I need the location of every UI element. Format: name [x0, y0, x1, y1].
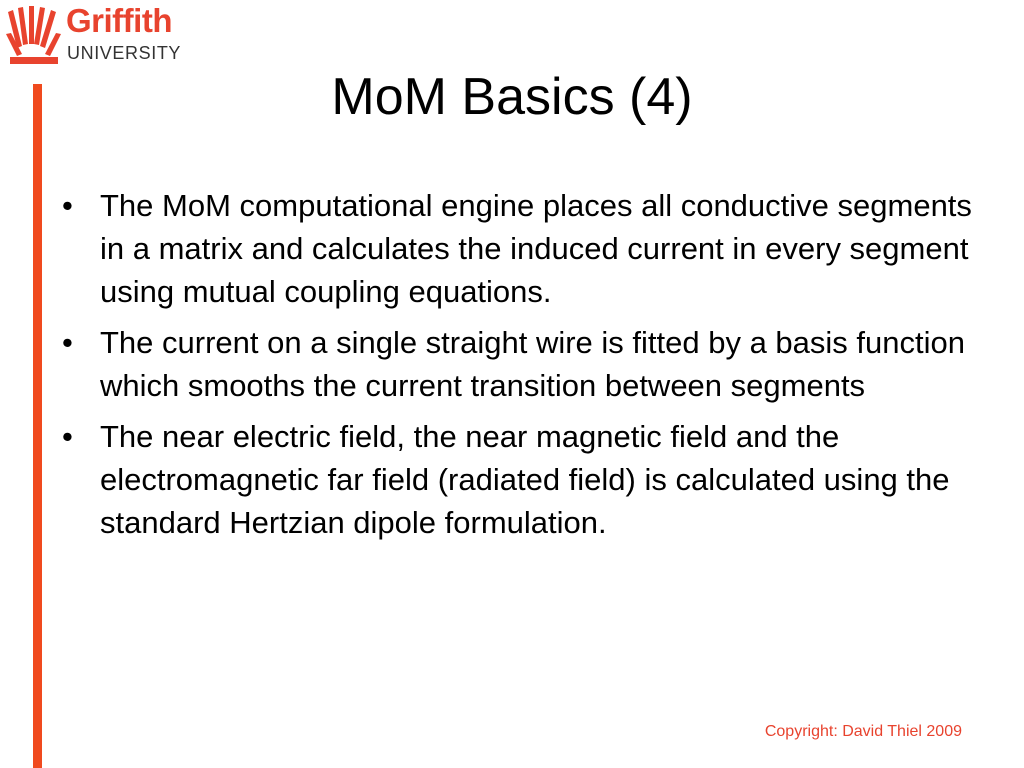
bullet-item [62, 184, 972, 313]
logo-subtitle: UNIVERSITY [67, 43, 182, 63]
griffith-flame-icon [4, 4, 64, 66]
bullet-item [62, 321, 972, 407]
bullet-list [62, 184, 972, 552]
copyright-footer: Copyright: David Thiel 2009 [764, 723, 962, 740]
accent-side-bar [33, 84, 42, 768]
bullet-marker: • [62, 188, 73, 223]
bullet-marker: • [62, 325, 73, 360]
bullet-text: The current on a single straight wire is fitted by a basis function which smooths the current transition between segments [100, 325, 965, 403]
logo-wordmark: Griffith [66, 2, 172, 39]
slide-title: MoM Basics (4) [331, 68, 693, 126]
bullet-item [62, 415, 972, 544]
griffith-logo [0, 0, 205, 75]
bullet-marker: • [62, 419, 73, 454]
bullet-text: The MoM computational engine places all conductive segments in a matrix and calculates the induced current in every segment using mutual coupling equations. [100, 188, 972, 309]
bullet-text: The near electric field, the near magnetic field and the electromagnetic far field (radiated field) is calculated using the standard Hertzian dipole formulation. [100, 419, 950, 540]
